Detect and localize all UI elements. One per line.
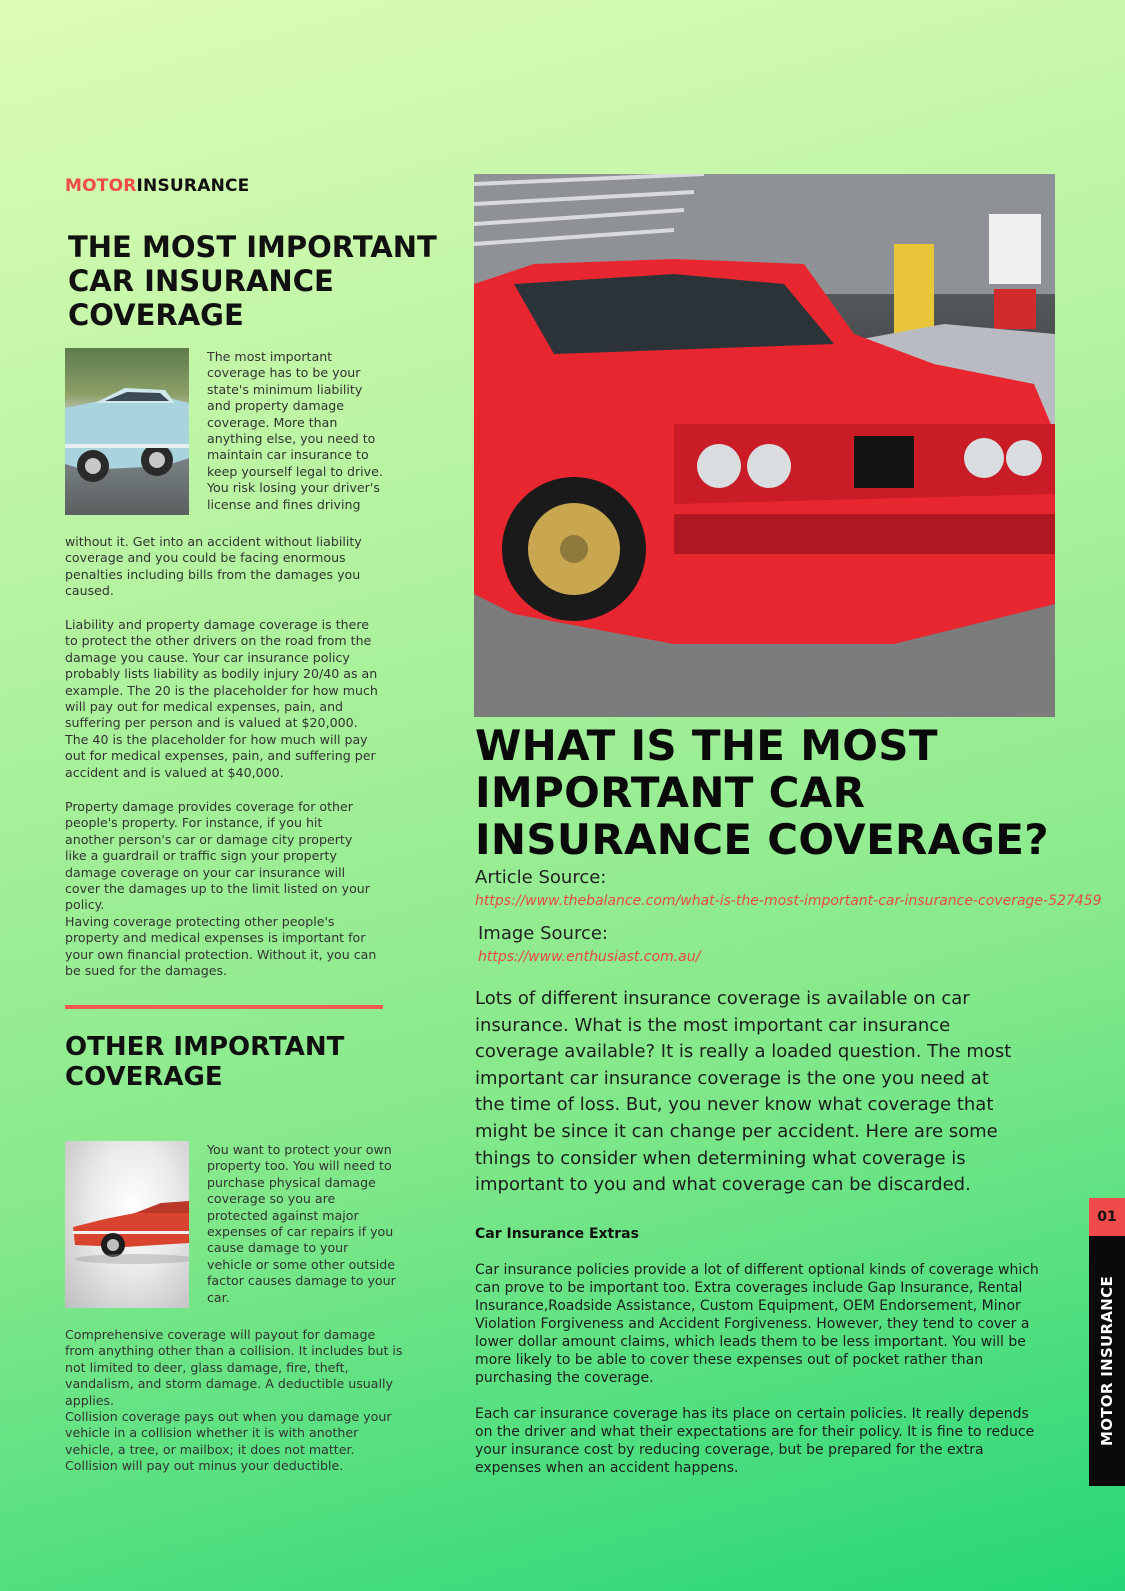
left-intro-continued: without it. Get into an accident without liability coverage and you could be facing enormous penalties including bills from the damages you caused.	[65, 534, 362, 599]
other-coverage-title: OTHER IMPORTANT COVERAGE	[65, 1032, 345, 1092]
side-tab-label: MOTOR INSURANCE	[1098, 1275, 1116, 1447]
extras-paragraph-2: Each car insurance coverage has its place on certain policies. It really depends on the driver and what their expectations are for their policy. It is fine to reduce your insurance cost by reducing coverage, but be prepared for the extra expenses when an accident happens.	[475, 1406, 1035, 1476]
extras-heading: Car Insurance Extras	[475, 1226, 639, 1242]
mustang-photo	[65, 348, 189, 515]
brand-logo	[65, 176, 249, 196]
left-title: THE MOST IMPORTANT CAR INSURANCE COVERAGE	[68, 230, 437, 332]
article-source-label: Article Source:	[475, 867, 607, 888]
main-title: WHAT IS THE MOST IMPORTANT CAR INSURANCE COVERAGE?	[475, 721, 1049, 864]
left-intro-wrap-text: The most important coverage has to be your state's minimum liability and property damage coverage. More than anything else, you need to maintain car insurance to keep yourself legal to drive. You risk losing your driver's license and fines driving	[207, 349, 383, 512]
article-source-link[interactable]: https://www.thebalance.com/what-is-the-most-important-car-insurance-coverage-527459	[475, 893, 1102, 909]
left-intro-wrap	[207, 349, 387, 513]
right-intro-paragraph: Lots of different insurance coverage is available on car insurance. What is the most important car insurance coverage available? It is really a loaded question. The most important car insurance coverage is the one you need at the time of loss. But, you never know what coverage that might be since it can change per accident. Here are some things to consider when determining what coverage is important to you and what coverage can be discarded.	[475, 988, 1012, 1196]
section-divider	[65, 1005, 383, 1009]
extras-paragraph-1: Car insurance policies provide a lot of different optional kinds of coverage which can prove to be important too. Extra coverages include Gap Insurance, Rental Insurance,Roadside Assistance, Custom Equipment, OEM Endorsement, Minor Violation Forgiveness and Accident Forgiveness. However, they tend to cover a lower dollar amount claims, which leads them to be less important. You will be more likely to be able to cover these expenses out of pocket rather than purchasing the coverage.	[475, 1262, 1039, 1386]
other-coverage-wrap-text: You want to protect your own property too. You will need to purchase physical damage coverage so you are protected against major expenses of car repairs if you cause damage to your vehicle or some other outside factor causes damage to your car.	[207, 1142, 396, 1305]
brand-part-insurance: INSURANCE	[136, 176, 250, 196]
brand-part-motor: MOTOR	[65, 176, 137, 196]
left-paragraph-comprehensive: Comprehensive coverage will payout for damage from anything other than a collision. It includes but is not limited to deer, glass damage, fire, theft, vandalism, and storm damage. A deductible usually applies.	[65, 1327, 403, 1408]
bmw-hero-photo	[474, 174, 1055, 717]
page-number: 01	[1089, 1198, 1125, 1236]
image-source-label: Image Source:	[478, 923, 608, 944]
red-car-photo	[65, 1141, 189, 1308]
left-paragraph-liability: Liability and property damage coverage is there to protect the other drivers on the road from the damage you cause. Your car insurance policy probably lists liability as bodily injury 20/40 as an example. The 20 is the placeholder for how much will pay out for medical expenses, pain, and suffering per person and is valued at $20,000. The 40 is the placeholder for how much will pay out for medical expenses, pain, and suffering per accident and is valued at $40,000.	[65, 617, 378, 780]
left-paragraph-collision: Collision coverage pays out when you damage your vehicle in a collision whether it is with another vehicle, a tree, or mailbox; it does not matter. Collision will pay out minus your deductible.	[65, 1409, 392, 1474]
bmw-illustration	[474, 174, 1055, 717]
left-paragraph-property: Property damage provides coverage for other people's property. For instance, if you hit another person's car or damage city property like a guardrail or traffic sign your property damage coverage on your car insurance will cover the damages up to the limit listed on your policy.	[65, 799, 370, 913]
side-tab	[1089, 1236, 1125, 1486]
image-source-link[interactable]: https://www.enthusiast.com.au/	[478, 949, 701, 965]
left-paragraph-protection: Having coverage protecting other people's property and medical expenses is important for your own financial protection. Without it, you can be sued for the damages.	[65, 914, 377, 979]
mustang-car-illustration	[65, 348, 189, 515]
red-car-illustration	[65, 1141, 189, 1308]
